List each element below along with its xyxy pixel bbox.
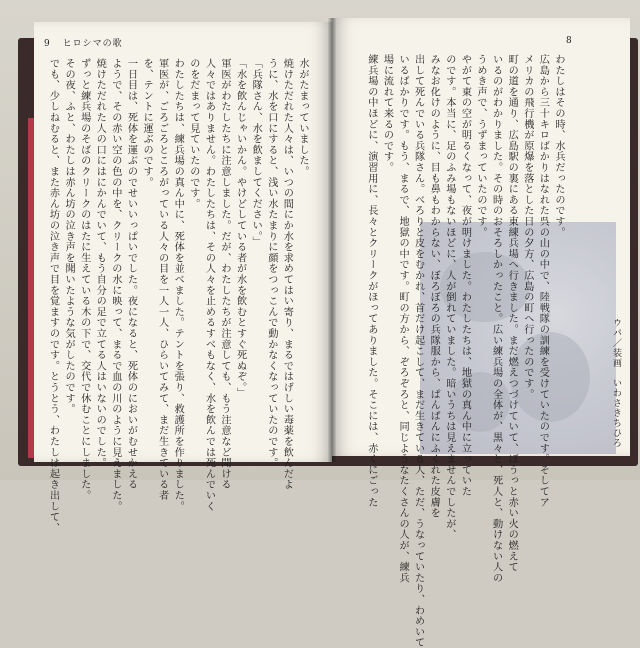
text-line: うめき声で、うずまっていたのです。 xyxy=(475,54,487,238)
text-line: を、テントに運ぶのです。 xyxy=(141,58,153,188)
text-line: 焼けただれた人の口にはにかんでいて、もう自分の足で立てる人はいないのでした。 xyxy=(94,58,106,469)
running-title: ヒロシマの歌 xyxy=(62,39,123,49)
text-line: いるのがわかりました。その時のおそろしかったこと。広い練兵場の全体が、黒々と、死人と、動けない人の xyxy=(490,54,502,584)
right-page-number: 8 xyxy=(566,36,572,46)
text-line: 水がたまっていました。 xyxy=(297,58,308,177)
right-page-text xyxy=(336,54,566,648)
text-line: うに、水を口にすると、浅い水たまりに顔をつっこんで動かなくなっていたのです。 xyxy=(265,58,277,469)
text-line: 軍医が、ごろごろところがっている人々の目を一人一人、ひらいてみて、まだ生きている者 xyxy=(156,58,168,501)
text-line: その夜、ふと、わたしは赤ん坊の泣き声を聞いたような気がしたのです。 xyxy=(63,58,75,415)
left-page-header xyxy=(44,36,123,49)
text-line: 焼けただれた人々は、いつの間にか水を求めてはい寄り、まるではげしい毒薬を飲んだよ xyxy=(281,58,293,490)
text-line: みなお化けのように、目も鼻もわからない、ぼろぼろの兵隊服から、ぱんぱんにふくれた皮膚を xyxy=(428,54,440,519)
text-line: やがて東の空が明るくなって、夜が明けました。わたしたちは、地獄の真ん中に立っていた xyxy=(459,54,471,497)
text-line: 軍医がわたしたちに注意しました。だが、わたしたちが注意しても、もう注意など聞ける xyxy=(219,58,231,490)
book-spine xyxy=(328,18,336,462)
text-line: いるばかりです。もう、まるで、地獄の中です。町の方から、ぞろぞろと、同じようなたくさんの人が、練兵 xyxy=(397,54,409,584)
text-line: 出して死んでいる兵隊さん。べろりと皮をむかれ、首だけ起こして、まだ生きている人、ただ、うなっていたり、わめいて xyxy=(412,54,424,648)
illustration-credit: ウパ／装画 いわさきちひろ xyxy=(611,318,621,448)
text-line: 人々ではありません。わたしたちは、その人々を止めるすべもなく、水を飲んでは死んでいく xyxy=(203,58,215,512)
text-line: わたしはその時、水兵だったのです。 xyxy=(553,54,564,238)
text-line: のです。本当に、足のふみ場もないほどに、人が倒れていました。暗いうちは見えませんでしたが、 xyxy=(443,54,455,540)
right-page-header xyxy=(566,36,572,46)
text-line: 練兵場の中ほどに、演習用に、長々とクリークがほってありました。そこには、赤くにごった xyxy=(365,54,377,508)
text-line: のをだまって見ていたのです。 xyxy=(187,58,199,210)
left-page-number: 9 xyxy=(44,39,50,49)
text-line: 一日目は、死体を運ぶのでせいいっぱいでした。夜になると、死体のにおいがむせかえる xyxy=(125,58,137,490)
text-line: 場に流れて来るのです。 xyxy=(381,54,393,173)
text-line: ずっと練兵場のそばのクリークのはたに生えている木の下で、交代で休むことにしました。 xyxy=(78,58,90,501)
text-line: わたしたちは、練兵場の真ん中に、死体を並べました。テントを張り、救護所を作りました。 xyxy=(172,58,184,512)
text-line: 「水を飲んじゃいかん。やけどしている者が水を飲むとすぐ死ぬぞ。」 xyxy=(234,58,246,399)
text-line: でも、少しねむると、また赤ん坊の泣き声で目を覚ますのです。とうとう、わたしは起き出して、 xyxy=(47,58,59,534)
text-line: 町の道を通り、広島駅の裏にある東練兵場へ行きました。まだ燃えつづけていて、ぼうっと赤い火の燃えて xyxy=(506,54,518,573)
text-line: 広島から三十キロばかりはなれた呉の山の中で、陸戦隊の訓練を受けていたのです。そしてア xyxy=(537,54,549,508)
text-line: メリカの飛行機が原爆を落とした日の夕方、広島の町へ行ったのです。 xyxy=(521,54,533,400)
text-line: ようで、その赤い空の色の中を、クリークの水に映って、まるで血の川のように見えました。 xyxy=(109,58,121,512)
left-page-text xyxy=(47,58,310,534)
text-line: 「兵隊さん、水を飲ましてください。」 xyxy=(250,58,262,248)
